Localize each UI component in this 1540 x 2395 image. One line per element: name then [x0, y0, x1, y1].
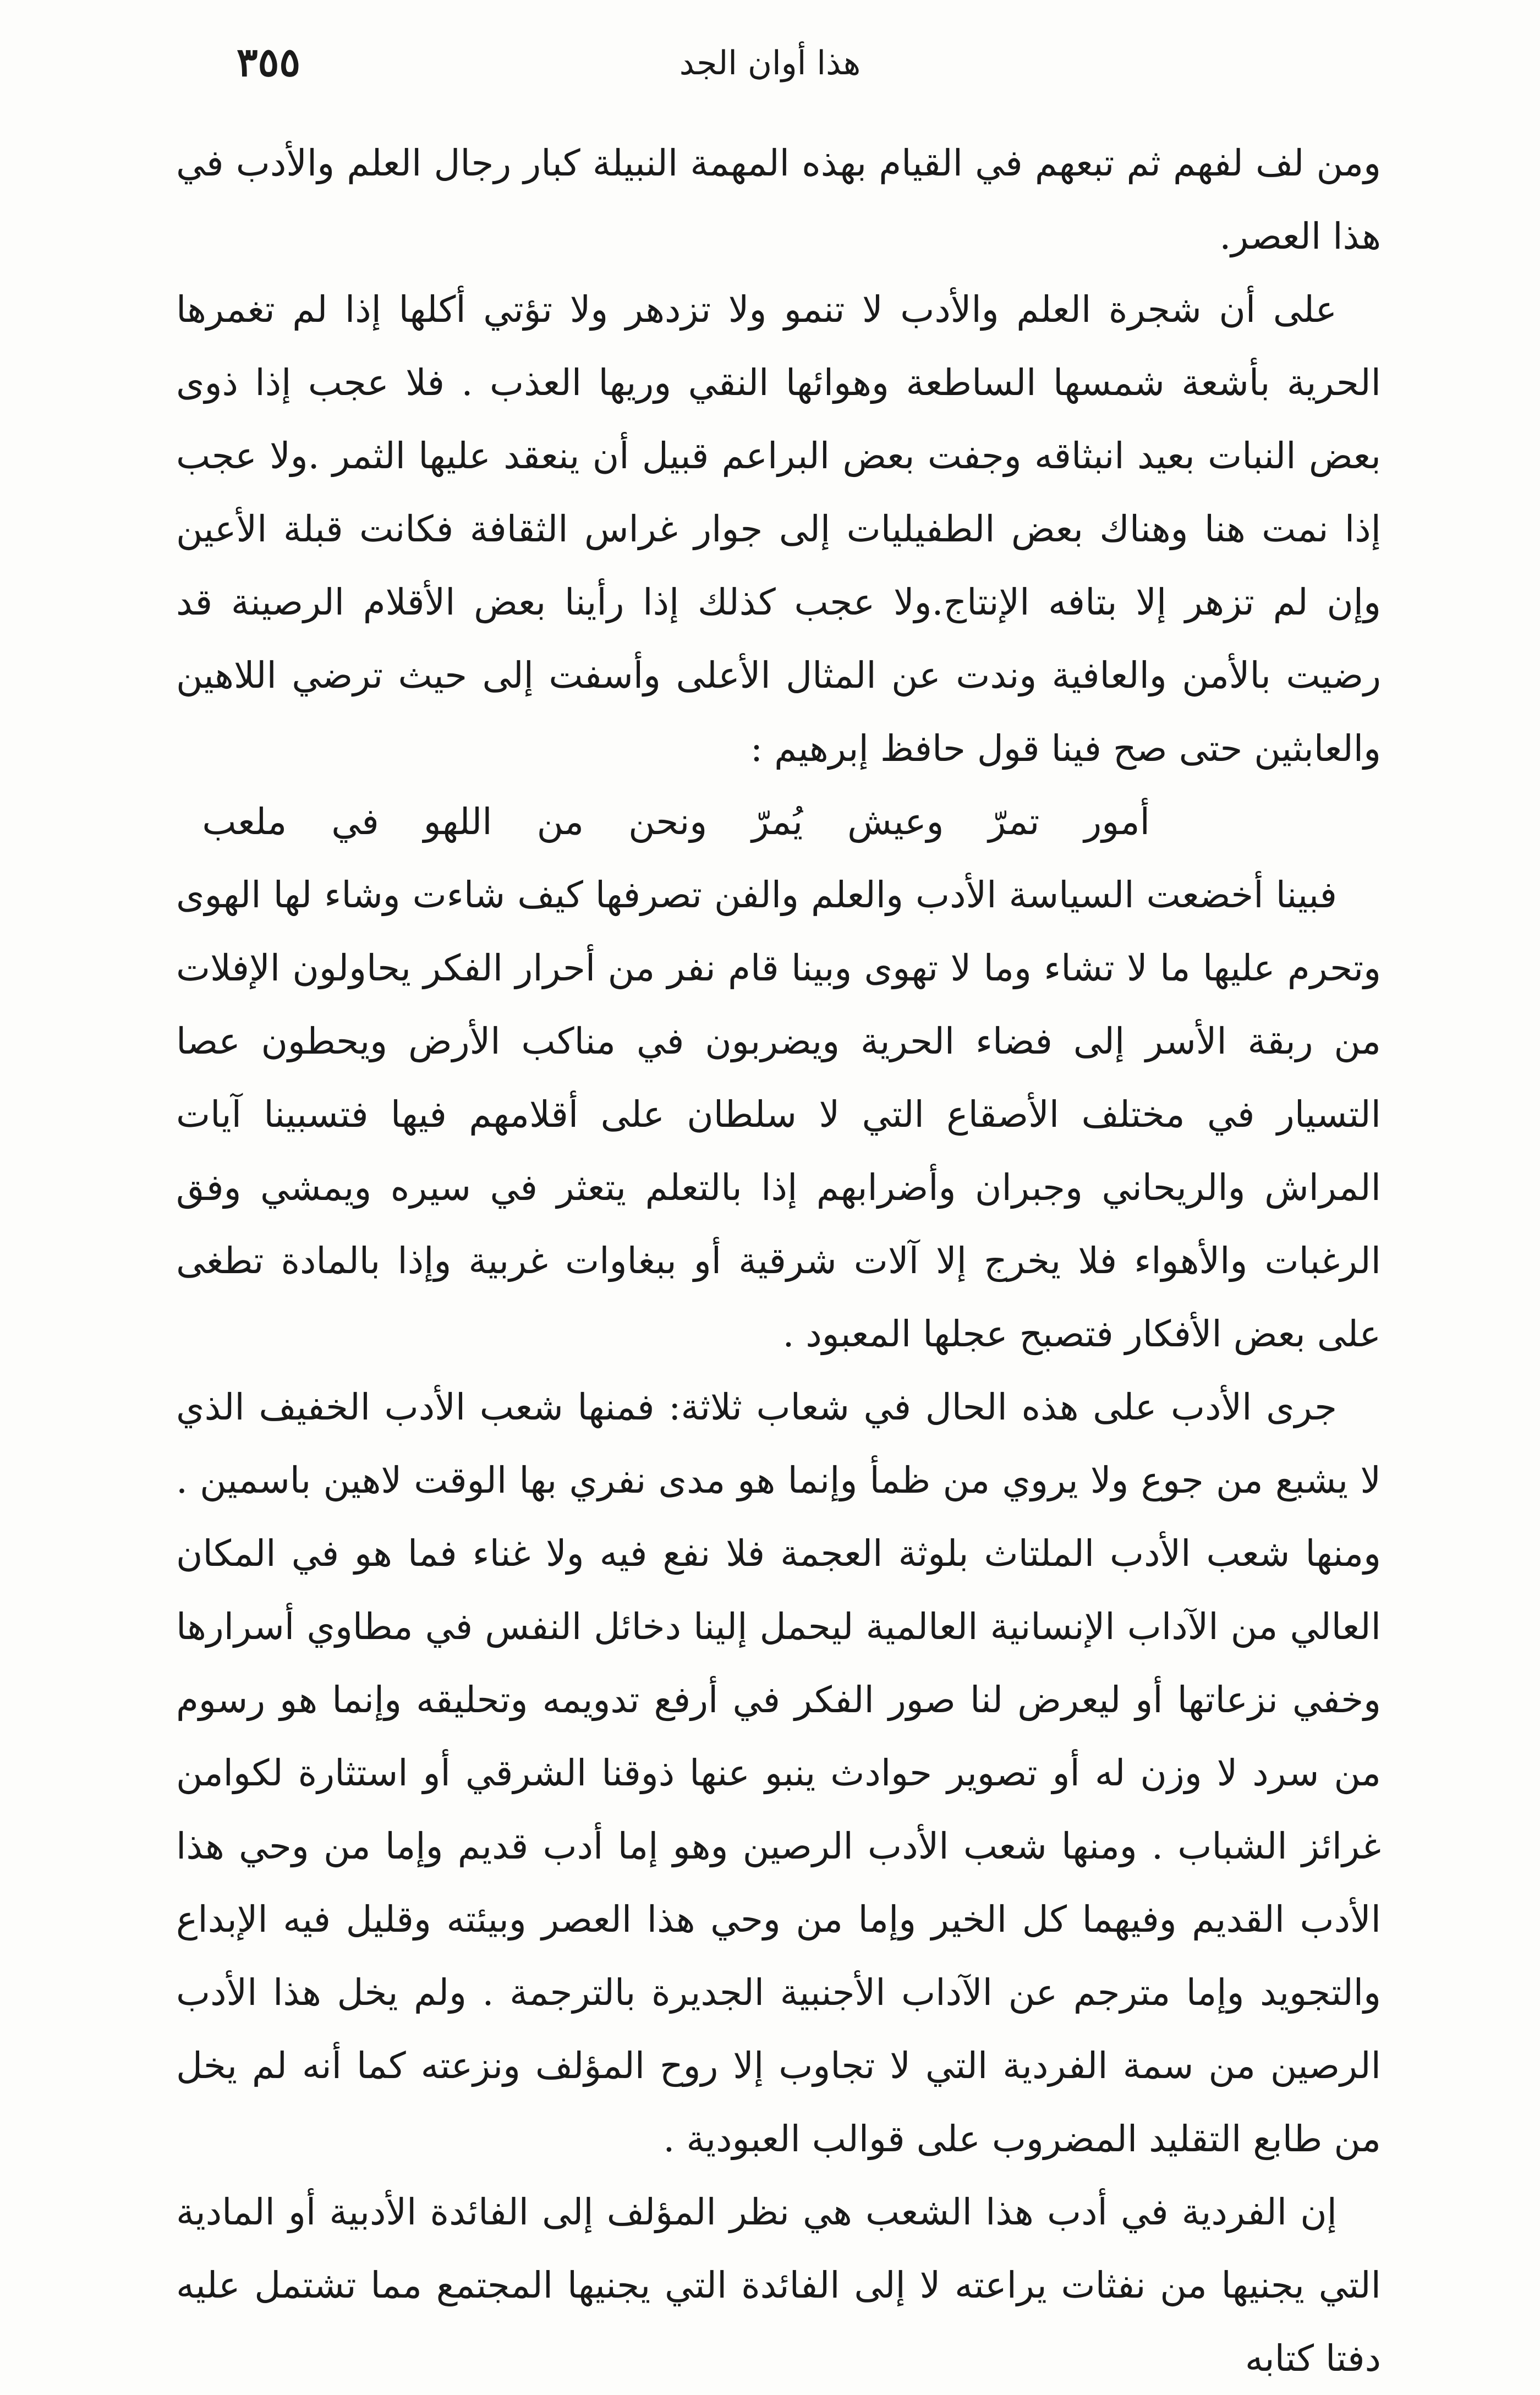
- running-title: هذا أوان الجد: [679, 44, 861, 83]
- paragraph-5: إن الفردية في أدب هذا الشعب هي نظر المؤلف إلى الفائدة الأدبية أو المادية التي يجنيها من نفثات يراعته لا إلى الفائدة التي يجنيها المجتمع مما تشتمل عليه دفتا كتابه: [176, 2191, 1381, 2380]
- paragraph-1: ومن لف لفهم ثم تبعهم في القيام بهذه المهمة النبيلة كبار رجال العلم والأدب في هذا العصر.: [176, 142, 1381, 257]
- page-number: ٣٥٥: [237, 39, 301, 85]
- paragraph-3: فبينا أخضعت السياسة الأدب والعلم والفن تصرفها كيف شاءت وشاء لها الهوى وتحرم عليها ما لا تشاء وما لا تهوى وبينا قام نفر من أحرار الفكر يحاولون الإفلات من ربقة الأسر إلى فضاء الحرية ويضربون في مناكب الأرض ويحطون عصا التسيار في مختلف الأصقاع التي لا سلطان على أقلامهم فيها فتسبينا آيات المراش والريحاني وجبران وأضرابهم إذا بالتعلم يتعثر في سيره ويمشي وفق الرغبات والأهواء فلا يخرج إلا آلات شرقية أو ببغاوات غربية وإذا بالمادة تطغى على بعض الأفكار فتصبح عجلها المعبود .: [176, 874, 1381, 1355]
- paragraph-2: على أن شجرة العلم والأدب لا تنمو ولا تزدهر ولا تؤتي أكلها إذا لم تغمرها الحرية بأشعة شمسها الساطعة وهوائها النقي وريها العذب . فلا عجب إذا ذوى بعض النبات بعيد انبثاقه وجفت بعض البراعم قبيل أن ينعقد عليها الثمر .ولا عجب إذا نمت هنا وهناك بعض الطفيليات إلى جوار غراس الثقافة فكانت قبلة الأعين وإن لم تزهر إلا بتافه الإنتاج.ولا عجب كذلك إذا رأينا بعض الأقلام الرصينة قد رضيت بالأمن والعافية وندت عن المثال الأعلى وأسفت إلى حيث ترضي اللاهين والعابثين حتى صح فينا قول حافظ إبرهيم :: [176, 288, 1381, 770]
- poetry-verse: أمور تمرّ وعيش يُمرّ ونحن من اللهو في ملعب: [202, 801, 1150, 843]
- page-header: [182, 39, 1358, 105]
- body-text: [176, 127, 1381, 2395]
- paragraph-4: جرى الأدب على هذه الحال في شعاب ثلاثة: فمنها شعب الأدب الخفيف الذي لا يشبع من جوع ولا يروي من ظمأ وإنما هو مدى نفري بها الوقت لاهين باسمين . ومنها شعب الأدب الملتاث بلوثة العجمة فلا نفع فيه ولا غناء فما هو في المكان العالي من الآداب الإنسانية العالمية ليحمل إلينا دخائل النفس في مطاوي أسرارها وخفي نزعاتها أو ليعرض لنا صور الفكر في أرفع تدويمه وتحليقه وإنما هو رسوم من سرد لا وزن له أو تصوير حوادث ينبو عنها ذوقنا الشرقي أو استثارة لكوامن غرائز الشباب . ومنها شعب الأدب الرصين وهو إما أدب قديم وإما من وحي هذا الأدب القديم وفيهما كل الخير وإما من وحي هذا العصر وبيئته وقليل فيه الإبداع والتجويد وإما مترجم عن الآداب الأجنبية الجديرة بالترجمة . ولم يخل هذا الأدب الرصين من سمة الفردية التي لا تجاوب إلا روح المؤلف ونزعته كما أنه لم يخل من طابع التقليد المضروب على قوالب العبودية .: [176, 1386, 1381, 2160]
